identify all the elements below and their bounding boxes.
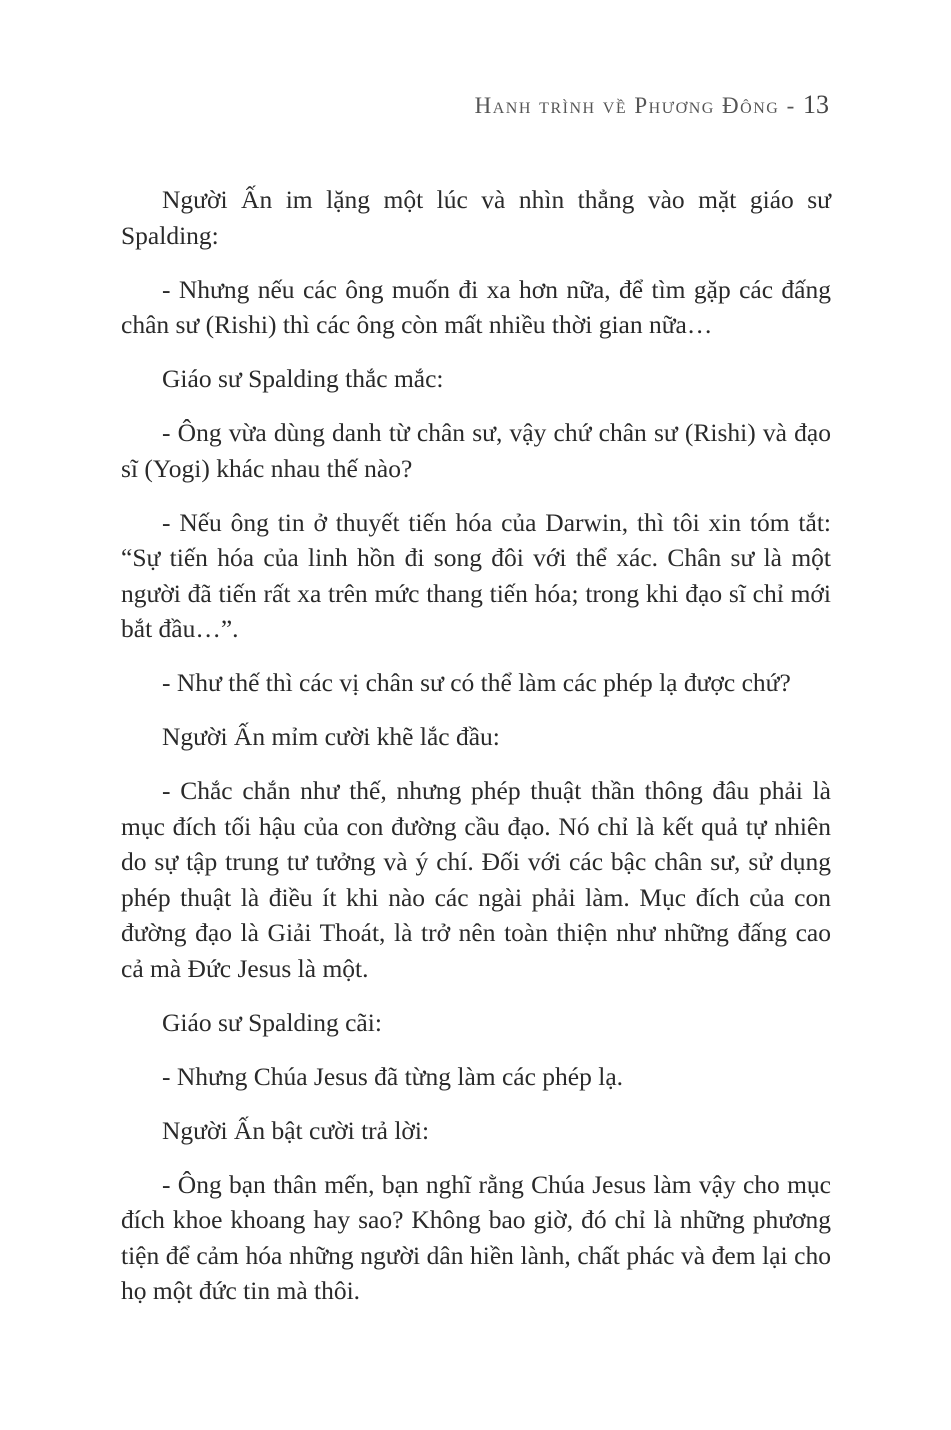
paragraph: Giáo sư Spalding thắc mắc: bbox=[162, 364, 444, 393]
paragraph: - Nếu ông tin ở thuyết tiến hóa của Darwin, thì tôi xin tóm tắt: “Sự tiến hóa của linh hồn đi song đôi với thể xác. Chân sư là một người đã tiến rất xa trên mức thang tiến hóa; trong khi đạo sĩ chỉ mới bắt đầu…”. bbox=[121, 507, 831, 643]
paragraph: Người Ấn bật cười trả lời: bbox=[162, 1115, 430, 1145]
paragraph: - Ông bạn thân mến, bạn nghĩ rằng Chúa Jesus làm vậy cho mục đích khoe khoang hay sao? Không bao giờ, đó chỉ là những phương tiện để cảm hóa những người dân hiền lành, chất phác và đem lại cho họ một đức tin mà thôi. bbox=[121, 1169, 831, 1305]
paragraph: - Nhưng Chúa Jesus đã từng làm các phép lạ. bbox=[162, 1061, 624, 1091]
header-separator: - bbox=[779, 93, 803, 118]
body-text bbox=[121, 182, 831, 1327]
paragraph: - Chắc chắn như thế, nhưng phép thuật thần thông đâu phải là mục đích tối hậu của con đường cầu đạo. Nó chỉ là kết quả tự nhiên do sự tập trung tư tưởng và ý chí. Đối với các bậc chân sư, sử dụng phép thuật là điều ít khi nào các ngài phải làm. Mục đích của con đường đạo là Giải Thoát, là trở nên toàn thiện như những đấng cao cả mà Đức Jesus là một. bbox=[121, 776, 831, 983]
paragraph: Giáo sư Spalding cãi: bbox=[162, 1007, 382, 1037]
paragraph: - Như thế thì các vị chân sư có thể làm các phép lạ được chứ? bbox=[162, 668, 791, 697]
page-number: 13 bbox=[803, 90, 829, 119]
running-title: Hanh trình về Phương Đông bbox=[474, 93, 780, 118]
running-header bbox=[475, 90, 829, 120]
paragraph: Người Ấn mỉm cười khẽ lắc đầu: bbox=[162, 722, 500, 751]
paragraph: - Nhưng nếu các ông muốn đi xa hơn nữa, để tìm gặp các đấng chân sư (Rishi) thì các ông còn mất nhiều thời gian nữa… bbox=[121, 274, 831, 339]
paragraph: - Ông vừa dùng danh từ chân sư, vậy chứ chân sư (Rishi) và đạo sĩ (Yogi) khác nhau thế nào? bbox=[121, 418, 831, 483]
paragraph: Người Ấn im lặng một lúc và nhìn thẳng vào mặt giáo sư Spalding: bbox=[121, 185, 831, 250]
